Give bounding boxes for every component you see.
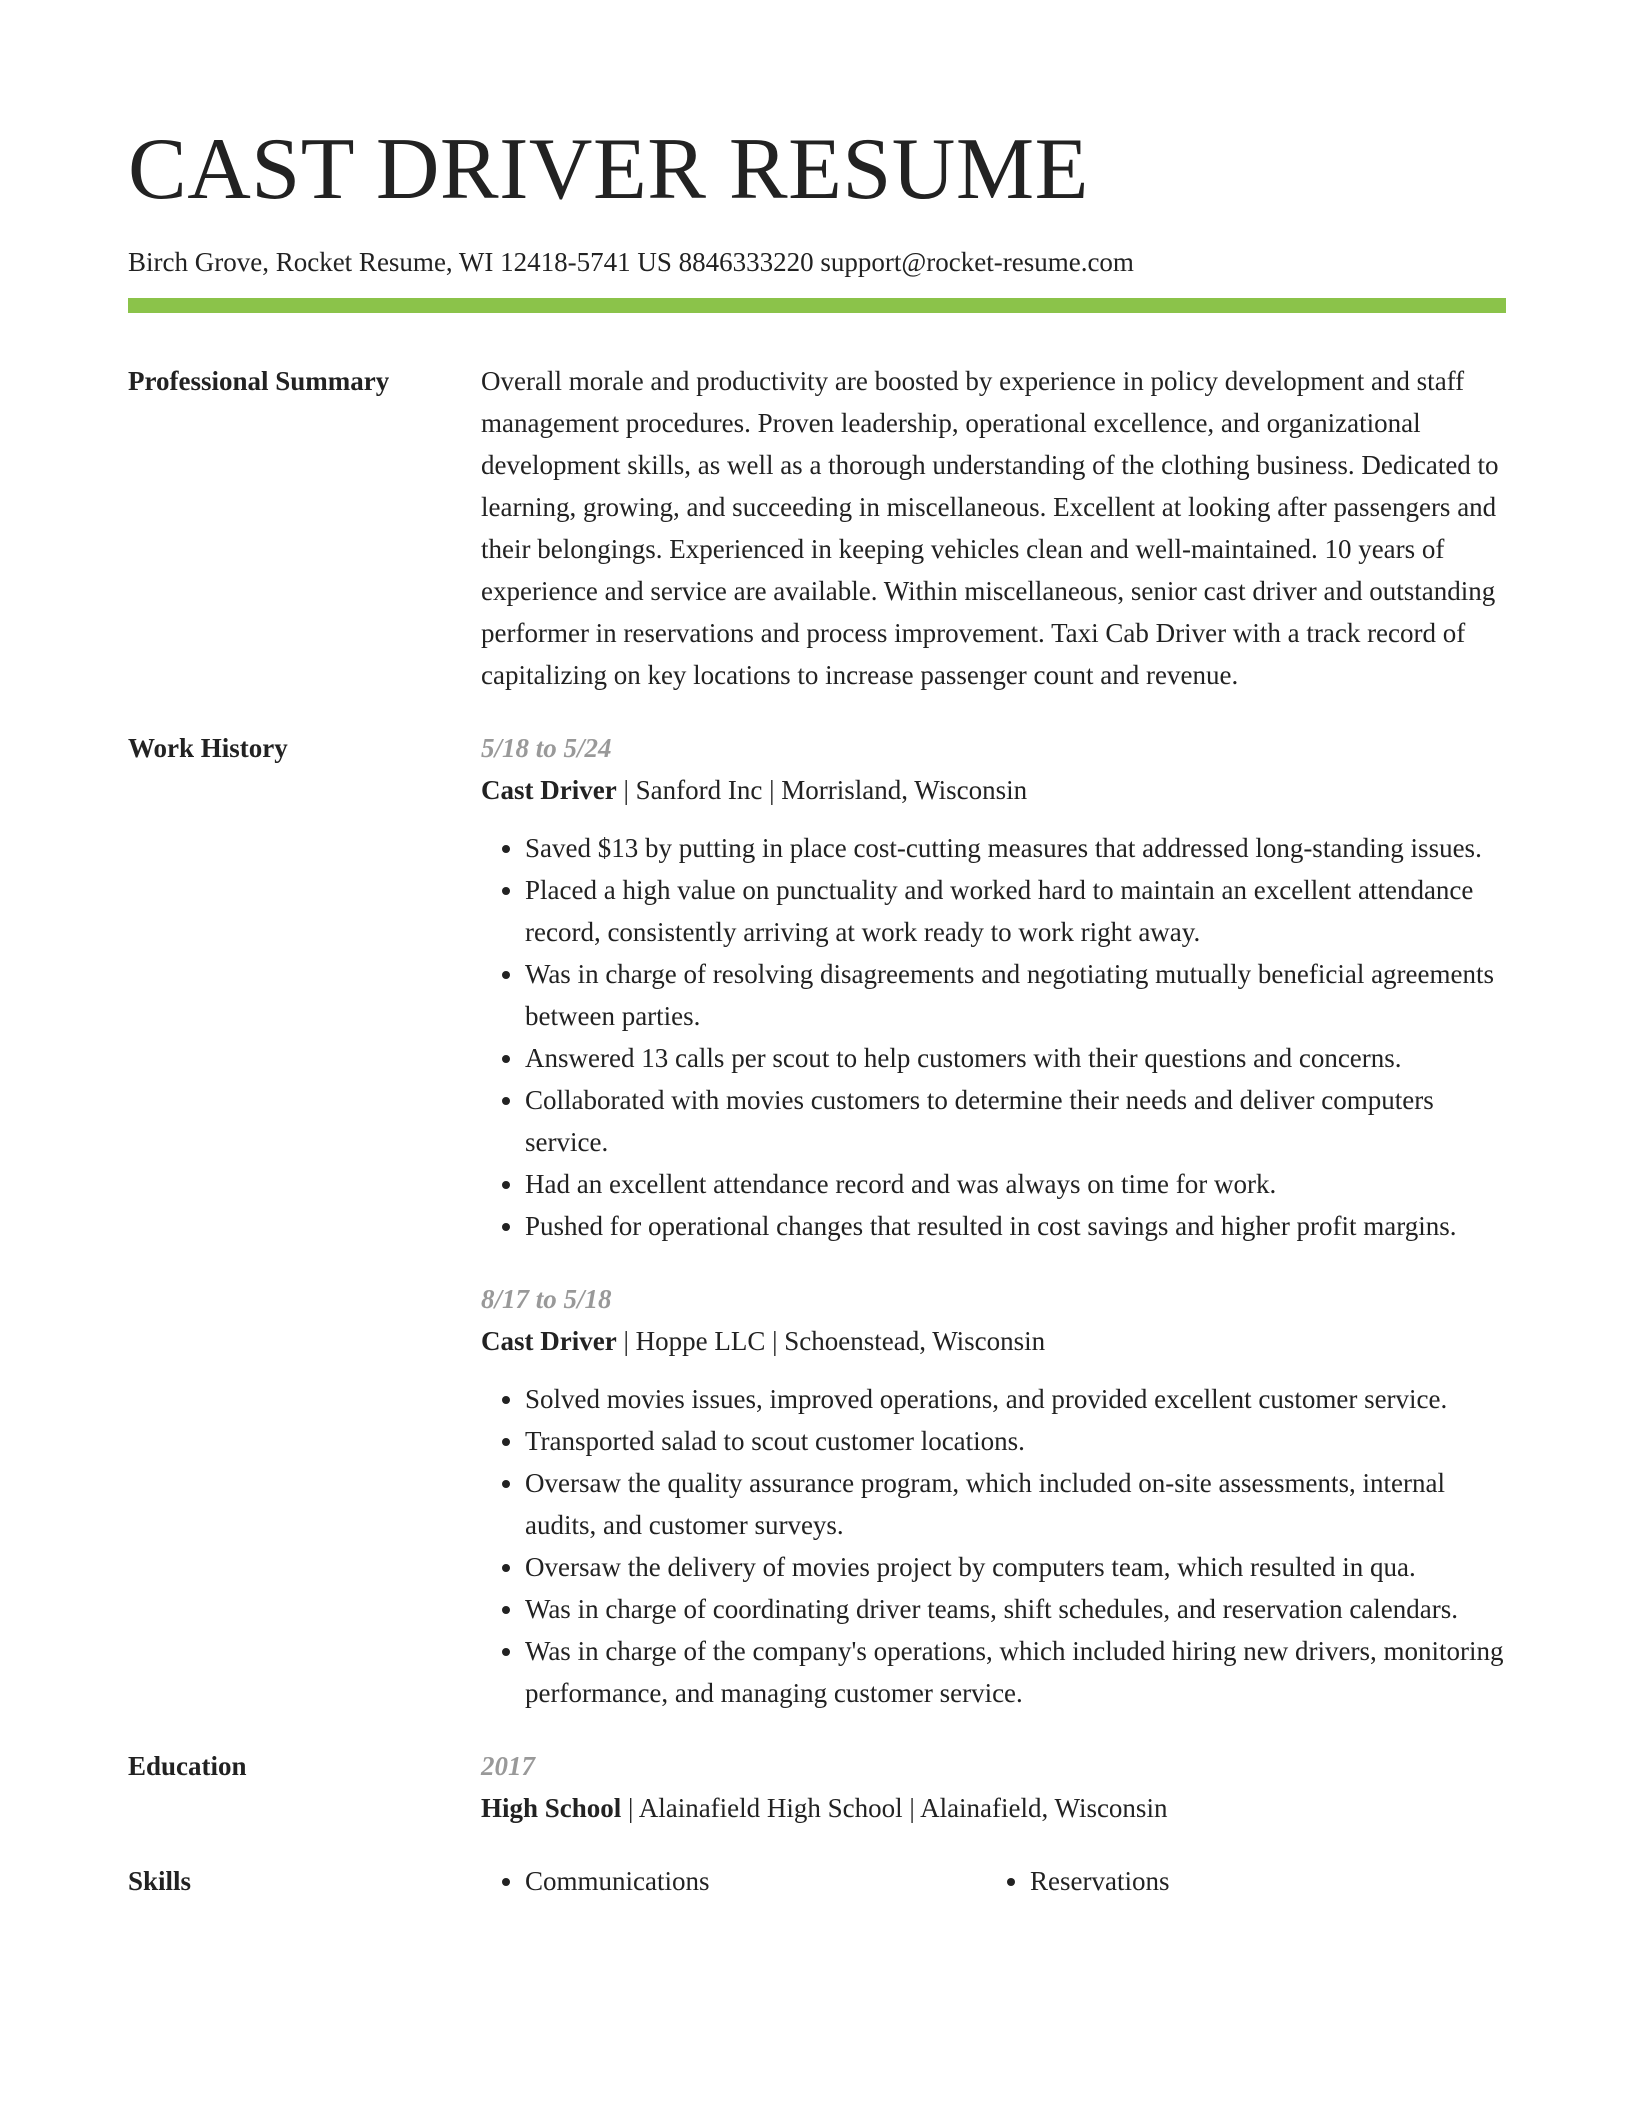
summary-body bbox=[481, 360, 1506, 696]
contact-line: Birch Grove, Rocket Resume, WI 12418-5741 US 8846333220 support@rocket-resume.com bbox=[128, 247, 1134, 277]
job-bullet: • Solved movies issues, improved operations, and provided excellent customer service. bbox=[525, 1378, 1506, 1420]
skills-body bbox=[481, 1860, 1506, 1902]
job-bullet: • Oversaw the quality assurance program, which included on-site assessments, internal audits, and customer surveys. bbox=[525, 1462, 1506, 1546]
job-title: Cast Driver bbox=[481, 1326, 617, 1356]
job-dates: 8/17 to 5/18 bbox=[481, 1284, 612, 1314]
job-bullet: • Was in charge of the company's operations, which included hiring new drivers, monitoring performance, and managing customer service. bbox=[525, 1630, 1506, 1714]
job-bullets bbox=[481, 1378, 1506, 1714]
job-bullet: • Pushed for operational changes that resulted in cost savings and higher profit margins. bbox=[525, 1205, 1506, 1247]
education-degree: High School bbox=[481, 1793, 622, 1823]
summary-section bbox=[128, 360, 1506, 696]
job-bullet: • Was in charge of coordinating driver teams, shift schedules, and reservation calendars. bbox=[525, 1588, 1506, 1630]
job-heading bbox=[481, 769, 1506, 811]
job-entry bbox=[481, 727, 1506, 1247]
job-title: Cast Driver bbox=[481, 775, 617, 805]
summary-heading: Professional Summary bbox=[128, 366, 390, 396]
education-details: | Alainafield High School | Alainafield, Wisconsin bbox=[621, 1793, 1168, 1823]
job-details: | Sanford Inc | Morrisland, Wisconsin bbox=[616, 775, 1028, 805]
job-bullet: • Oversaw the delivery of movies project by computers team, which resulted in qua. bbox=[525, 1546, 1506, 1588]
job-dates: 5/18 to 5/24 bbox=[481, 733, 612, 763]
education-section bbox=[128, 1745, 1506, 1829]
education-heading: Education bbox=[128, 1751, 247, 1781]
job-bullet: • Saved $13 by putting in place cost-cutting measures that addressed long-standing issues. bbox=[525, 827, 1506, 869]
job-bullet: • Placed a high value on punctuality and worked hard to maintain an excellent attendance record, consistently arriving at work ready to work right away. bbox=[525, 869, 1506, 953]
work-history-section bbox=[128, 727, 1506, 1714]
job-details: | Hoppe LLC | Schoenstead, Wisconsin bbox=[616, 1326, 1046, 1356]
job-heading bbox=[481, 1320, 1506, 1362]
job-bullet: • Answered 13 calls per scout to help customers with their questions and concerns. bbox=[525, 1037, 1506, 1079]
resume-page bbox=[128, 0, 1506, 1902]
job-bullet: • Had an excellent attendance record and was always on time for work. bbox=[525, 1163, 1506, 1205]
skills-heading: Skills bbox=[128, 1866, 192, 1896]
header-divider bbox=[128, 298, 1506, 313]
education-heading-line bbox=[481, 1787, 1506, 1829]
summary-text: Overall morale and productivity are boosted by experience in policy development and staff management procedures. Proven leadership, operational excellence, and organizational development skills, as well as a thorough understanding of the clothing business. Dedicated to learning, growing, and succeeding in miscellaneous. Excellent at looking after passengers and their belongings. Experienced in keeping vehicles clean and well-maintained. 10 years of experience and service are available. Within miscellaneous, senior cast driver and outstanding performer in reservations and process improvement. Taxi Cab Driver with a track record of capitalizing on key locations to increase passenger count and revenue. bbox=[481, 366, 1499, 690]
job-bullets bbox=[481, 827, 1506, 1247]
skills-list-left bbox=[481, 1860, 986, 1902]
job-bullet: • Transported salad to scout customer locations. bbox=[525, 1420, 1506, 1462]
job-bullet: • Was in charge of resolving disagreements and negotiating mutually beneficial agreements between parties. bbox=[525, 953, 1506, 1037]
education-body bbox=[481, 1745, 1506, 1829]
job-bullet: • Collaborated with movies customers to determine their needs and deliver computers service. bbox=[525, 1079, 1506, 1163]
skill-item: • Reservations bbox=[1030, 1860, 1491, 1902]
education-year: 2017 bbox=[481, 1751, 535, 1781]
skills-list-right bbox=[986, 1860, 1491, 1902]
skill-item: • Communications bbox=[525, 1860, 986, 1902]
skills-section bbox=[128, 1860, 1506, 1902]
resume-title: CAST DRIVER RESUME bbox=[128, 121, 1089, 218]
job-entry bbox=[481, 1278, 1506, 1714]
work-history-heading: Work History bbox=[128, 733, 288, 763]
work-history-body bbox=[481, 727, 1506, 1714]
